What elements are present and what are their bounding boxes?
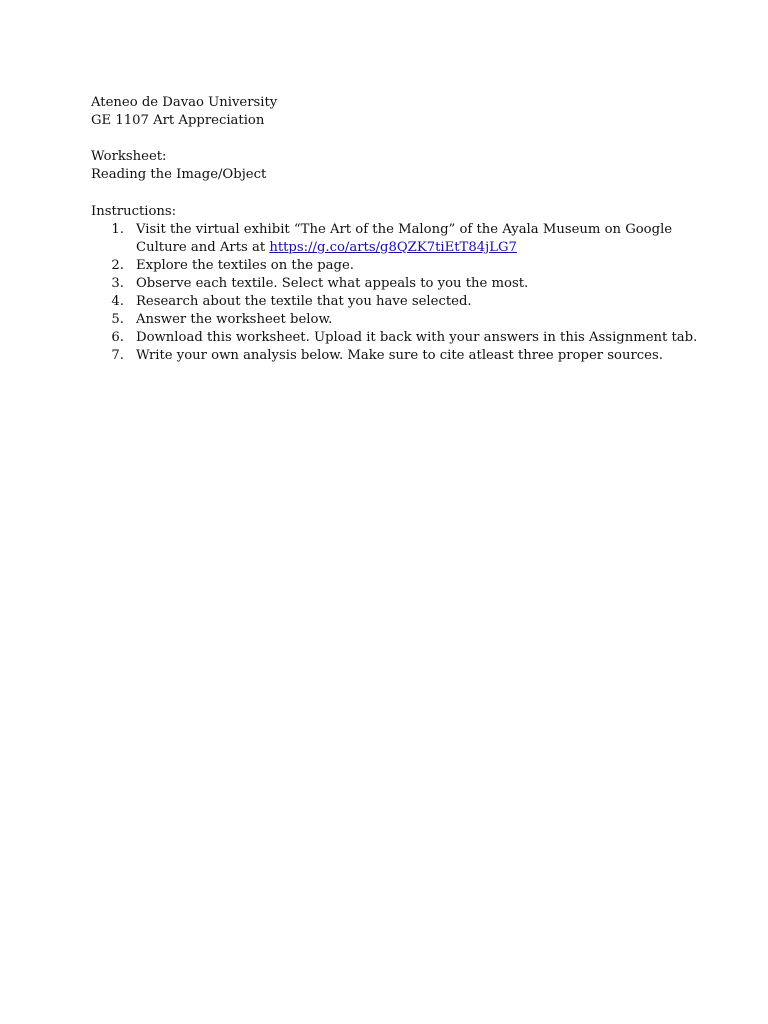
instruction-number: 3.	[111, 275, 124, 291]
instructions-list	[91, 221, 698, 366]
instruction-number: 7.	[111, 348, 124, 364]
instruction-text: Answer the worksheet below.	[136, 312, 333, 328]
instruction-text: Observe each textile. Select what appeals to you the most.	[136, 275, 529, 291]
instruction-text-continued	[136, 239, 691, 257]
instruction-item-5	[91, 311, 691, 329]
instruction-item-2	[91, 257, 691, 275]
instruction-text: Explore the textiles on the page.	[136, 257, 354, 273]
instruction-item-3	[91, 275, 691, 293]
course-title: GE 1107 Art Appreciation	[91, 113, 265, 129]
instruction-item-7	[91, 347, 691, 365]
institution-name: Ateneo de Davao University	[91, 95, 278, 110]
worksheet-title: Reading the Image/Object	[91, 167, 267, 183]
instruction-number: 2.	[111, 257, 124, 273]
worksheet-label: Worksheet:	[91, 149, 167, 165]
instruction-text: Download this worksheet. Upload it back with your answers in this Assignment tab.	[136, 330, 698, 346]
instruction-number: 1.	[111, 221, 124, 237]
instruction-text-prefix: Culture and Arts at	[136, 239, 270, 255]
instruction-item-4	[91, 293, 691, 311]
document-content	[91, 94, 698, 365]
spacer	[91, 130, 691, 148]
instruction-number: 4.	[111, 294, 124, 310]
instructions-label: Instructions:	[91, 203, 177, 219]
exhibit-link[interactable]: https://g.co/arts/g8QZK7tiEtT84jLG7	[269, 239, 517, 255]
instruction-text: Visit the virtual exhibit “The Art of the Malong” of the Ayala Museum on Google	[136, 221, 673, 237]
instruction-text: Write your own analysis below. Make sure to cite atleast three proper sources.	[136, 348, 663, 364]
instruction-text: Research about the textile that you have selected.	[136, 294, 472, 310]
instruction-number: 6.	[111, 330, 124, 346]
instruction-item-6	[91, 329, 698, 347]
instruction-number: 5.	[111, 312, 124, 328]
spacer	[91, 184, 691, 202]
instruction-item-1	[91, 221, 691, 257]
